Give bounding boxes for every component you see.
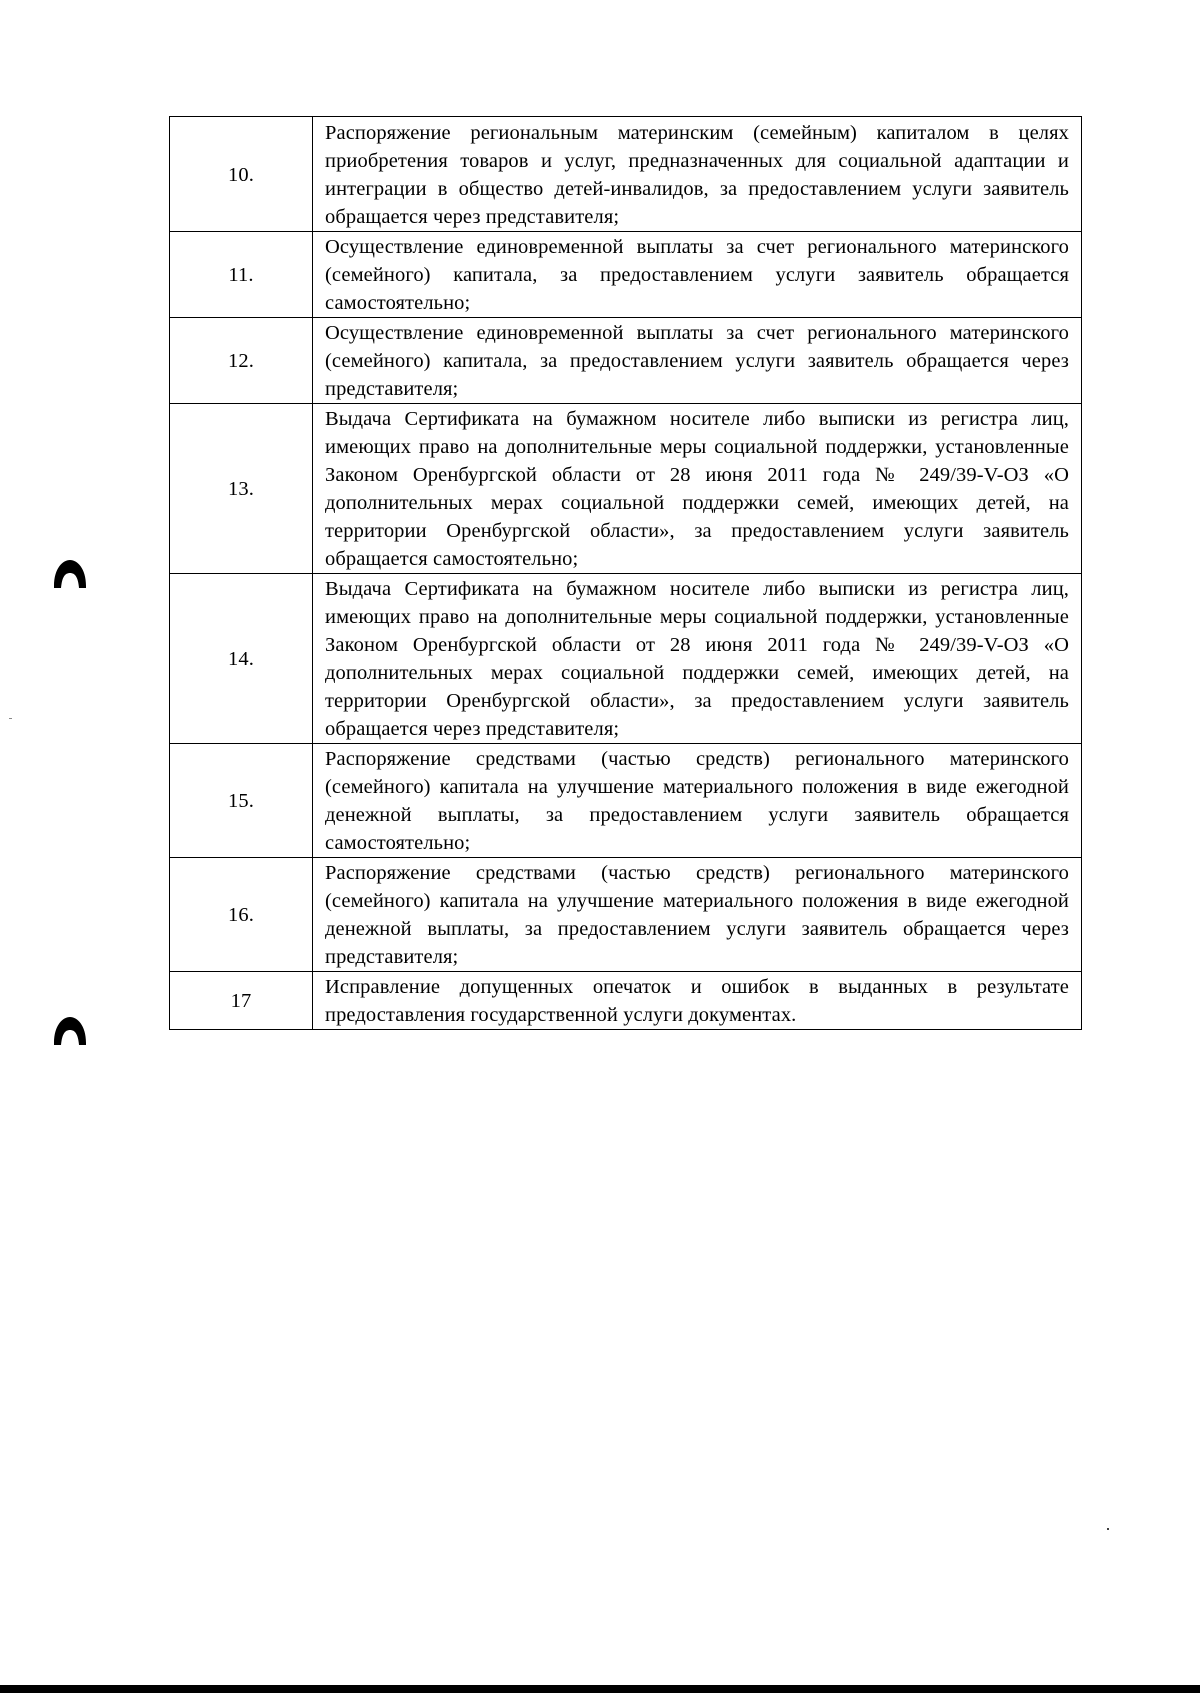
table-row	[170, 117, 1082, 232]
punch-hole-icon	[53, 559, 87, 589]
table-row	[170, 318, 1082, 404]
punch-hole-icon	[53, 1016, 87, 1046]
row-description: Исправление допущенных опечаток и ошибок в выданных в результате предоставления государственной услуги документах.	[313, 972, 1082, 1030]
row-number: 12.	[170, 318, 313, 404]
services-table	[169, 116, 1082, 1030]
row-number: 10.	[170, 117, 313, 232]
row-number: 13.	[170, 404, 313, 574]
row-description: Выдача Сертификата на бумажном носителе либо выписки из регистра лиц, имеющих право на дополнительные меры социальной поддержки, установленные Законом Оренбургской области от 28 июня 2011 года № 249/39-V-ОЗ «О дополнительных мерах социальной поддержки семей, имеющих детей, на территории Оренбургской области», за предоставлением услуги заявитель обращается через представителя;	[313, 574, 1082, 744]
table-row	[170, 232, 1082, 318]
table-row	[170, 858, 1082, 972]
row-description: Выдача Сертификата на бумажном носителе либо выписки из регистра лиц, имеющих право на дополнительные меры социальной поддержки, установленные Законом Оренбургской области от 28 июня 2011 года № 249/39-V-ОЗ «О дополнительных мерах социальной поддержки семей, имеющих детей, на территории Оренбургской области», за предоставлением услуги заявитель обращается самостоятельно;	[313, 404, 1082, 574]
row-number: 16.	[170, 858, 313, 972]
scan-edge-mark	[9, 718, 12, 719]
scan-speck	[1107, 1528, 1109, 1530]
row-number: 11.	[170, 232, 313, 318]
row-description: Распоряжение средствами (частью средств) регионального материнского (семейного) капитала на улучшение материального положения в виде ежегодной денежной выплаты, за предоставлением услуги заявитель обращается самостоятельно;	[313, 744, 1082, 858]
row-number: 17	[170, 972, 313, 1030]
row-description: Осуществление единовременной выплаты за счет регионального материнского (семейного) капитала, за предоставлением услуги заявитель обращается самостоятельно;	[313, 232, 1082, 318]
row-description: Распоряжение региональным материнским (семейным) капиталом в целях приобретения товаров и услуг, предназначенных для социальной адаптации и интеграции в общество детей-инвалидов, за предоставлением услуги заявитель обращается через представителя;	[313, 117, 1082, 232]
table-row	[170, 574, 1082, 744]
table-row	[170, 972, 1082, 1030]
row-description: Осуществление единовременной выплаты за счет регионального материнского (семейного) капитала, за предоставлением услуги заявитель обращается через представителя;	[313, 318, 1082, 404]
row-number: 15.	[170, 744, 313, 858]
row-number: 14.	[170, 574, 313, 744]
table-row	[170, 744, 1082, 858]
scan-bottom-border	[0, 1685, 1200, 1693]
row-description: Распоряжение средствами (частью средств) регионального материнского (семейного) капитала на улучшение материального положения в виде ежегодной денежной выплаты, за предоставлением услуги заявитель обращается через представителя;	[313, 858, 1082, 972]
table-row	[170, 404, 1082, 574]
